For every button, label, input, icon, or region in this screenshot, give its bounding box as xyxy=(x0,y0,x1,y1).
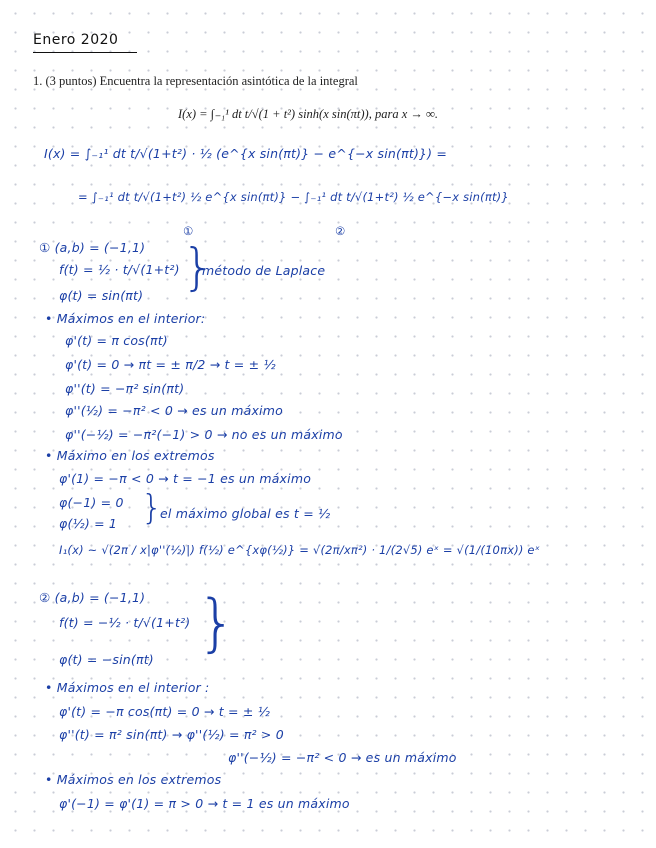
part1-interior-heading: • Máximos en el interior: xyxy=(45,311,206,326)
marker-2: ② xyxy=(335,224,346,238)
part2-check-neg: φ''(−½) = −π² < 0 → es un máximo xyxy=(228,750,457,765)
part1-check-pos: φ''(½) = −π² < 0 → es un máximo xyxy=(65,403,283,418)
part1-critical: φ'(t) = 0 → πt = ± π/2 → t = ± ½ xyxy=(65,357,276,372)
part1-f: f(t) = ½ · t/√(1+t²) xyxy=(59,262,180,277)
part2-phi-second: φ''(t) = π² sin(πt) → φ''(½) = π² > 0 xyxy=(59,727,284,742)
problem-formula: I(x) = ∫₋₁¹ dt t/√(1 + t²) sinh(x sin(πt)), para x → ∞. xyxy=(178,107,439,121)
part1-result: I₁(x) ~ √(2π / x|φ''(½)|) f(½) e^{xφ(½)} = √(2π/xπ²) · 1/(2√5) eˣ = √(1/(10πx)) eˣ xyxy=(59,543,541,557)
part1-phi-half: φ(½) = 1 xyxy=(59,516,118,531)
work-line-1: I(x) = ∫₋₁¹ dt t/√(1+t²) · ½ (e^{x sin(πt)} − e^{−x sin(πt)}) = xyxy=(44,146,448,161)
page-title: Enero 2020 xyxy=(33,32,119,48)
part1-phi: φ(t) = sin(πt) xyxy=(59,288,144,303)
part2-brace: } xyxy=(197,586,237,659)
title-underline xyxy=(33,52,137,53)
part1-brace-2: } xyxy=(141,488,163,528)
part2-phi-prime: φ'(t) = −π cos(πt) = 0 → t = ± ½ xyxy=(59,704,271,719)
part1-check-neg: φ''(−½) = −π²(−1) > 0 → no es un máximo xyxy=(65,427,343,442)
part1-phi-second: φ''(t) = −π² sin(πt) xyxy=(65,381,185,396)
part1-phi-prime: φ'(t) = π cos(πt) xyxy=(65,333,168,348)
part1-method: método de Laplace xyxy=(202,263,326,278)
marker-1: ① xyxy=(183,224,194,238)
part1-global: el máximo global es t = ½ xyxy=(160,506,331,521)
work-line-2: = ∫₋₁¹ dt t/√(1+t²) ½ e^{x sin(πt)} − ∫₋₁¹ dt t/√(1+t²) ½ e^{−x sin(πt)} xyxy=(78,190,509,204)
part1-phi-m1: φ(−1) = 0 xyxy=(59,495,124,510)
part1-interval: ① (a,b) = (−1,1) xyxy=(39,240,146,255)
part2-phi: φ(t) = −sin(πt) xyxy=(59,652,154,667)
part1-ends-heading: • Máximo en los extremos xyxy=(45,448,215,463)
problem-statement: 1. (3 puntos) Encuentra la representación asintótica de la integral xyxy=(33,74,358,88)
part1-brace: } xyxy=(182,238,214,296)
part2-phi-end: φ'(−1) = φ'(1) = π > 0 → t = 1 es un máximo xyxy=(59,796,350,811)
part2-ends-heading: • Máximos en los extremos xyxy=(45,772,222,787)
part2-f: f(t) = −½ · t/√(1+t²) xyxy=(59,615,191,630)
part1-phi-end: φ'(1) = −π < 0 → t = −1 es un máximo xyxy=(59,471,312,486)
part2-interval: ② (a,b) = (−1,1) xyxy=(39,590,146,605)
part2-interior-heading: • Máximos en el interior : xyxy=(45,680,210,695)
